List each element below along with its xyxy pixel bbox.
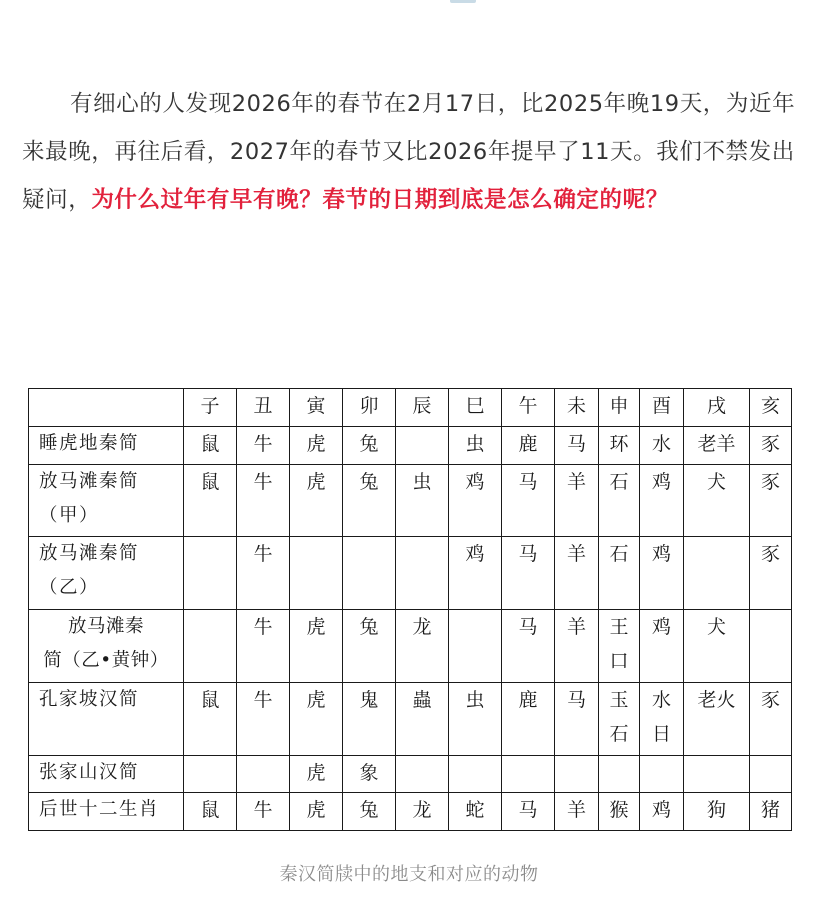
cell-text: 猪 xyxy=(760,798,780,821)
row-label-cell xyxy=(29,609,184,682)
table-row xyxy=(29,537,792,610)
table-cell xyxy=(555,756,599,792)
cell-text: 鸡 xyxy=(651,470,671,493)
table-cell xyxy=(237,464,290,537)
table-cell xyxy=(555,427,599,464)
cell-text: 虫 xyxy=(412,470,432,493)
table-cell xyxy=(750,682,792,756)
cell-text: 牛 xyxy=(253,543,273,566)
table-header-row xyxy=(29,389,792,427)
cell-text: 虫 xyxy=(465,433,485,456)
cell-text: 虎 xyxy=(306,615,326,638)
table-cell xyxy=(599,682,640,756)
table-cell xyxy=(640,792,684,830)
table-cell xyxy=(449,609,502,682)
row-label-text: 睡虎地秦简 xyxy=(39,433,140,455)
table-cell xyxy=(555,792,599,830)
cell-text: 石 xyxy=(609,543,629,566)
table-header-cell: 酉 xyxy=(640,389,684,427)
cell-text: 马 xyxy=(518,615,538,638)
cell-text: 口 xyxy=(609,649,629,672)
table-header-cell: 戌 xyxy=(684,389,750,427)
table-cell xyxy=(184,756,237,792)
table-cell xyxy=(502,756,555,792)
table-cell xyxy=(599,427,640,464)
table-cell xyxy=(343,682,396,756)
paragraph-highlight-question: 为什么过年有早有晚？春节的日期到底是怎么确定的呢？ xyxy=(91,187,669,213)
table-cell xyxy=(290,609,343,682)
cell-text: 马 xyxy=(518,798,538,821)
row-label-text: 简（乙•黄钟） xyxy=(43,649,169,671)
table-cell xyxy=(640,609,684,682)
cell-text: 鸡 xyxy=(651,615,671,638)
table-cell xyxy=(750,756,792,792)
table-cell xyxy=(750,792,792,830)
row-label-text: 张家山汉简 xyxy=(39,762,140,784)
table-cell xyxy=(684,537,750,610)
cell-text: 豕 xyxy=(760,433,780,456)
table-cell xyxy=(290,427,343,464)
table-cell xyxy=(599,464,640,537)
table-cell xyxy=(555,609,599,682)
table-cell xyxy=(502,427,555,464)
cell-text: 猴 xyxy=(609,798,629,821)
table-cell xyxy=(555,682,599,756)
article-paragraph xyxy=(22,80,798,224)
table-cell xyxy=(290,682,343,756)
cell-text: 虎 xyxy=(306,688,326,711)
row-label-cell xyxy=(29,792,184,830)
table-cell xyxy=(449,427,502,464)
cell-text: 玉 xyxy=(609,688,629,711)
cell-text: 牛 xyxy=(253,688,273,711)
cell-text: 老火 xyxy=(697,688,736,711)
cell-text: 王 xyxy=(609,615,629,638)
table-cell xyxy=(750,427,792,464)
cell-text: 水 xyxy=(651,433,671,456)
table-cell xyxy=(396,464,449,537)
table-cell xyxy=(184,792,237,830)
row-label-text: 后世十二生肖 xyxy=(39,798,160,820)
cell-text: 石 xyxy=(609,722,629,745)
table-header-cell: 子 xyxy=(184,389,237,427)
table-cell xyxy=(290,537,343,610)
cell-text: 象 xyxy=(359,762,379,785)
cell-text: 牛 xyxy=(253,470,273,493)
table-cell xyxy=(184,537,237,610)
cell-text: 马 xyxy=(518,470,538,493)
cell-text: 龙 xyxy=(412,615,432,638)
table-cell xyxy=(502,609,555,682)
zodiac-table-image xyxy=(28,388,791,831)
table-cell xyxy=(449,756,502,792)
cell-text: 鸡 xyxy=(651,798,671,821)
table-cell xyxy=(684,427,750,464)
cell-text: 羊 xyxy=(566,543,586,566)
cell-text: 龙 xyxy=(412,798,432,821)
table-cell xyxy=(396,792,449,830)
cell-text: 豕 xyxy=(760,470,780,493)
table-row xyxy=(29,609,792,682)
table-cell xyxy=(750,537,792,610)
cell-text: 羊 xyxy=(566,470,586,493)
cell-text: 鸡 xyxy=(465,470,485,493)
cell-text: 羊 xyxy=(566,798,586,821)
table-cell xyxy=(396,682,449,756)
cell-text: 虎 xyxy=(306,470,326,493)
cell-text: 豕 xyxy=(760,688,780,711)
row-label-cell xyxy=(29,682,184,756)
cell-text: 牛 xyxy=(253,615,273,638)
cell-text: 马 xyxy=(518,543,538,566)
table-cell xyxy=(640,464,684,537)
cell-text: 牛 xyxy=(253,798,273,821)
table-cell xyxy=(184,682,237,756)
cell-text: 马 xyxy=(566,433,586,456)
cell-text: 鸡 xyxy=(465,543,485,566)
table-cell xyxy=(237,537,290,610)
table-cell xyxy=(684,682,750,756)
table-cell xyxy=(684,464,750,537)
table-cell xyxy=(640,537,684,610)
table-row xyxy=(29,792,792,830)
table-cell xyxy=(502,464,555,537)
table-header-cell: 寅 xyxy=(290,389,343,427)
paragraph-text: 有细心的人发现2026年的春节在2月17日，比2025年晚19天，为近年来最晚，再往后看，2027年的春节又比2026年提早了11天。我们不禁发出疑问， xyxy=(22,91,796,213)
table-cell xyxy=(684,756,750,792)
row-label-text: 放马滩秦简 xyxy=(39,470,140,492)
cell-text: 兔 xyxy=(359,615,379,638)
row-label-cell xyxy=(29,464,184,537)
row-label-text: （乙） xyxy=(39,577,100,599)
table-header-cell: 辰 xyxy=(396,389,449,427)
table-cell xyxy=(449,537,502,610)
figure-caption: 秦汉简牍中的地支和对应的动物 xyxy=(279,864,539,885)
table-header-cell: 午 xyxy=(502,389,555,427)
row-label-text: 孔家坡汉简 xyxy=(39,688,140,710)
cell-text: 蛇 xyxy=(465,798,485,821)
table-header-cell: 未 xyxy=(555,389,599,427)
table-cell xyxy=(343,537,396,610)
table-row xyxy=(29,682,792,756)
cell-text: 鼠 xyxy=(200,470,220,493)
cell-text: 蟲 xyxy=(412,688,432,711)
table-cell xyxy=(184,427,237,464)
table-cell xyxy=(290,756,343,792)
cell-text: 石 xyxy=(609,470,629,493)
table-cell xyxy=(599,756,640,792)
table-cell xyxy=(290,464,343,537)
table-cell xyxy=(237,609,290,682)
table-cell xyxy=(599,609,640,682)
table-cell xyxy=(750,464,792,537)
cell-text: 兔 xyxy=(359,798,379,821)
cell-text: 犬 xyxy=(706,615,726,638)
table-cell xyxy=(449,792,502,830)
table-cell xyxy=(343,464,396,537)
row-label-text: 放马滩秦简 xyxy=(39,543,140,565)
table-cell xyxy=(396,609,449,682)
table-cell xyxy=(184,464,237,537)
cell-text: 环 xyxy=(609,433,629,456)
cell-text: 牛 xyxy=(253,433,273,456)
table-cell xyxy=(343,792,396,830)
table-cell xyxy=(396,537,449,610)
cell-text: 鬼 xyxy=(359,688,379,711)
cell-text: 虎 xyxy=(306,433,326,456)
cell-text: 鹿 xyxy=(518,433,538,456)
table-cell xyxy=(396,427,449,464)
cell-text: 鹿 xyxy=(518,688,538,711)
table-cell xyxy=(184,609,237,682)
table-cell xyxy=(750,609,792,682)
table-header-cell: 丑 xyxy=(237,389,290,427)
row-label-cell xyxy=(29,537,184,610)
table-header-cell: 亥 xyxy=(750,389,792,427)
cell-text: 虎 xyxy=(306,798,326,821)
table-cell xyxy=(502,682,555,756)
table-cell xyxy=(237,792,290,830)
table-cell xyxy=(502,792,555,830)
table-row xyxy=(29,756,792,792)
cell-text: 马 xyxy=(566,688,586,711)
table-cell xyxy=(449,682,502,756)
table-cell xyxy=(555,537,599,610)
table-corner-cell xyxy=(29,389,184,427)
table-cell xyxy=(343,427,396,464)
table-cell xyxy=(237,756,290,792)
table-cell xyxy=(396,756,449,792)
table-cell xyxy=(640,682,684,756)
table-cell xyxy=(290,792,343,830)
cell-text: 鼠 xyxy=(200,798,220,821)
row-label-text: （甲） xyxy=(39,504,100,526)
table-cell xyxy=(640,427,684,464)
cell-text: 兔 xyxy=(359,470,379,493)
cell-text: 水 xyxy=(651,688,671,711)
table-cell xyxy=(343,756,396,792)
cell-text: 鼠 xyxy=(200,688,220,711)
row-label-cell xyxy=(29,427,184,464)
zodiac-table xyxy=(28,388,792,831)
table-cell xyxy=(237,682,290,756)
cell-text: 犬 xyxy=(706,470,726,493)
table-cell xyxy=(237,427,290,464)
table-cell xyxy=(555,464,599,537)
table-cell xyxy=(599,792,640,830)
cell-text: 虎 xyxy=(306,762,326,785)
table-cell xyxy=(684,792,750,830)
row-label-cell xyxy=(29,756,184,792)
table-cell xyxy=(502,537,555,610)
table-cell xyxy=(640,756,684,792)
top-decoration-bar xyxy=(450,0,476,3)
table-header-cell: 卯 xyxy=(343,389,396,427)
table-cell xyxy=(343,609,396,682)
cell-text: 鸡 xyxy=(651,543,671,566)
cell-text: 羊 xyxy=(566,615,586,638)
cell-text: 兔 xyxy=(359,433,379,456)
table-row xyxy=(29,464,792,537)
table-cell xyxy=(599,537,640,610)
table-header-cell: 巳 xyxy=(449,389,502,427)
table-cell xyxy=(684,609,750,682)
cell-text: 狗 xyxy=(706,798,726,821)
cell-text: 豕 xyxy=(760,543,780,566)
table-cell xyxy=(449,464,502,537)
table-header-cell: 申 xyxy=(599,389,640,427)
cell-text: 鼠 xyxy=(200,433,220,456)
cell-text: 日 xyxy=(651,722,671,745)
table-row xyxy=(29,427,792,464)
row-label-text: 放马滩秦 xyxy=(67,615,144,637)
cell-text: 虫 xyxy=(465,688,485,711)
cell-text: 老羊 xyxy=(697,433,736,456)
